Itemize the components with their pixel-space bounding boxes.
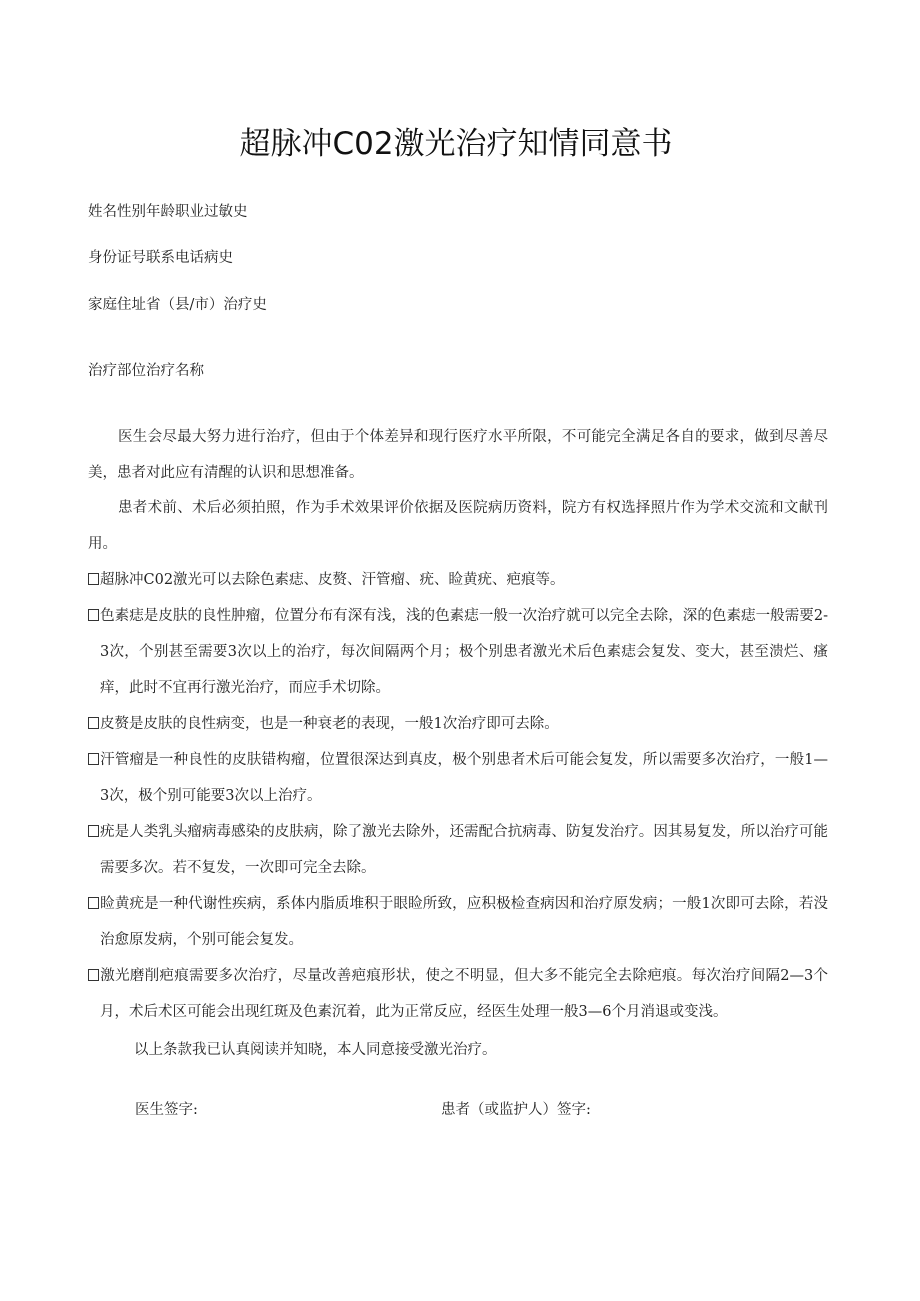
clause-item xyxy=(88,886,828,958)
patient-info-line-2: 身份证号联系电话病史 xyxy=(88,250,233,266)
checkbox-icon xyxy=(88,969,99,981)
clause-item xyxy=(88,742,828,814)
clause-text: 皮赘是皮肤的良性病变，也是一种衰老的表现，一般1次治疗即可去除。 xyxy=(100,716,559,732)
clause-text: 汗管瘤是一种良性的皮肤错构瘤，位置很深达到真皮，极个别患者术后可能会复发，所以需要多次治疗，一般1—3次，极个别可能要3次以上治疗。 xyxy=(100,752,828,804)
clause-item xyxy=(88,598,828,706)
checkbox-icon xyxy=(88,717,99,729)
clause-text: 睑黄疣是一种代谢性疾病，系体内脂质堆积于眼睑所致，应积极检查病因和治疗原发病；一般1次即可去除，若没治愈原发病，个别可能会复发。 xyxy=(100,896,828,948)
clause-item xyxy=(88,562,828,598)
checkbox-icon xyxy=(88,753,99,765)
clause-item xyxy=(88,958,828,1030)
clause-text: 疣是人类乳头瘤病毒感染的皮肤病，除了激光去除外，还需配合抗病毒、防复发治疗。因其易复发，所以治疗可能需要多次。若不复发，一次即可完全去除。 xyxy=(100,824,828,876)
patient-signature-label: 患者（或监护人）签字: xyxy=(441,1102,591,1118)
clause-item xyxy=(88,814,828,886)
checkbox-icon xyxy=(88,609,99,621)
treatment-info-line: 治疗部位治疗名称 xyxy=(88,363,204,379)
clause-text: 激光磨削疤痕需要多次治疗，尽量改善疤痕形状，使之不明显，但大多不能完全去除疤痕。每次治疗间隔2—3个月，术后术区可能会出现红斑及色素沉着，此为正常反应，经医生处理一般3—6个月消退或变浅。 xyxy=(100,968,828,1020)
photo-consent-paragraph: 患者术前、术后必须拍照，作为手术效果评价依据及医院病历资料，院方有权选择照片作为学术交流和文献刊用。 xyxy=(88,500,828,552)
patient-info-line-1: 姓名性别年龄职业过敏史 xyxy=(88,204,248,220)
disclaimer-paragraph: 医生会尽最大努力进行治疗，但由于个体差异和现行医疗水平所限，不可能完全满足各自的要求，做到尽善尽美，患者对此应有清醒的认识和思想准备。 xyxy=(88,429,828,481)
doctor-signature-label: 医生签字: xyxy=(135,1102,198,1118)
clause-text: 超脉冲C02激光可以去除色素痣、皮赘、汗管瘤、疣、睑黄疣、疤痕等。 xyxy=(100,572,565,588)
clause-item xyxy=(88,706,828,742)
checkbox-icon xyxy=(88,897,99,909)
checkbox-icon xyxy=(88,573,99,585)
document-title: 超脉冲C02激光治疗知情同意书 xyxy=(239,126,673,162)
checkbox-icon xyxy=(88,825,99,837)
clause-text: 色素痣是皮肤的良性肿瘤，位置分布有深有浅，浅的色素痣一般一次治疗就可以完全去除，深的色素痣一般需要2-3次，个别甚至需要3次以上的治疗，每次间隔两个月；极个别患者激光术后色素痣会复发、变大，甚至溃烂、瘙痒，此时不宜再行激光治疗，而应手术切除。 xyxy=(100,608,828,696)
consent-statement: 以上条款我已认真阅读并知晓，本人同意接受激光治疗。 xyxy=(134,1042,497,1058)
patient-info-line-3: 家庭住址省（县/市）治疗史 xyxy=(88,297,267,313)
